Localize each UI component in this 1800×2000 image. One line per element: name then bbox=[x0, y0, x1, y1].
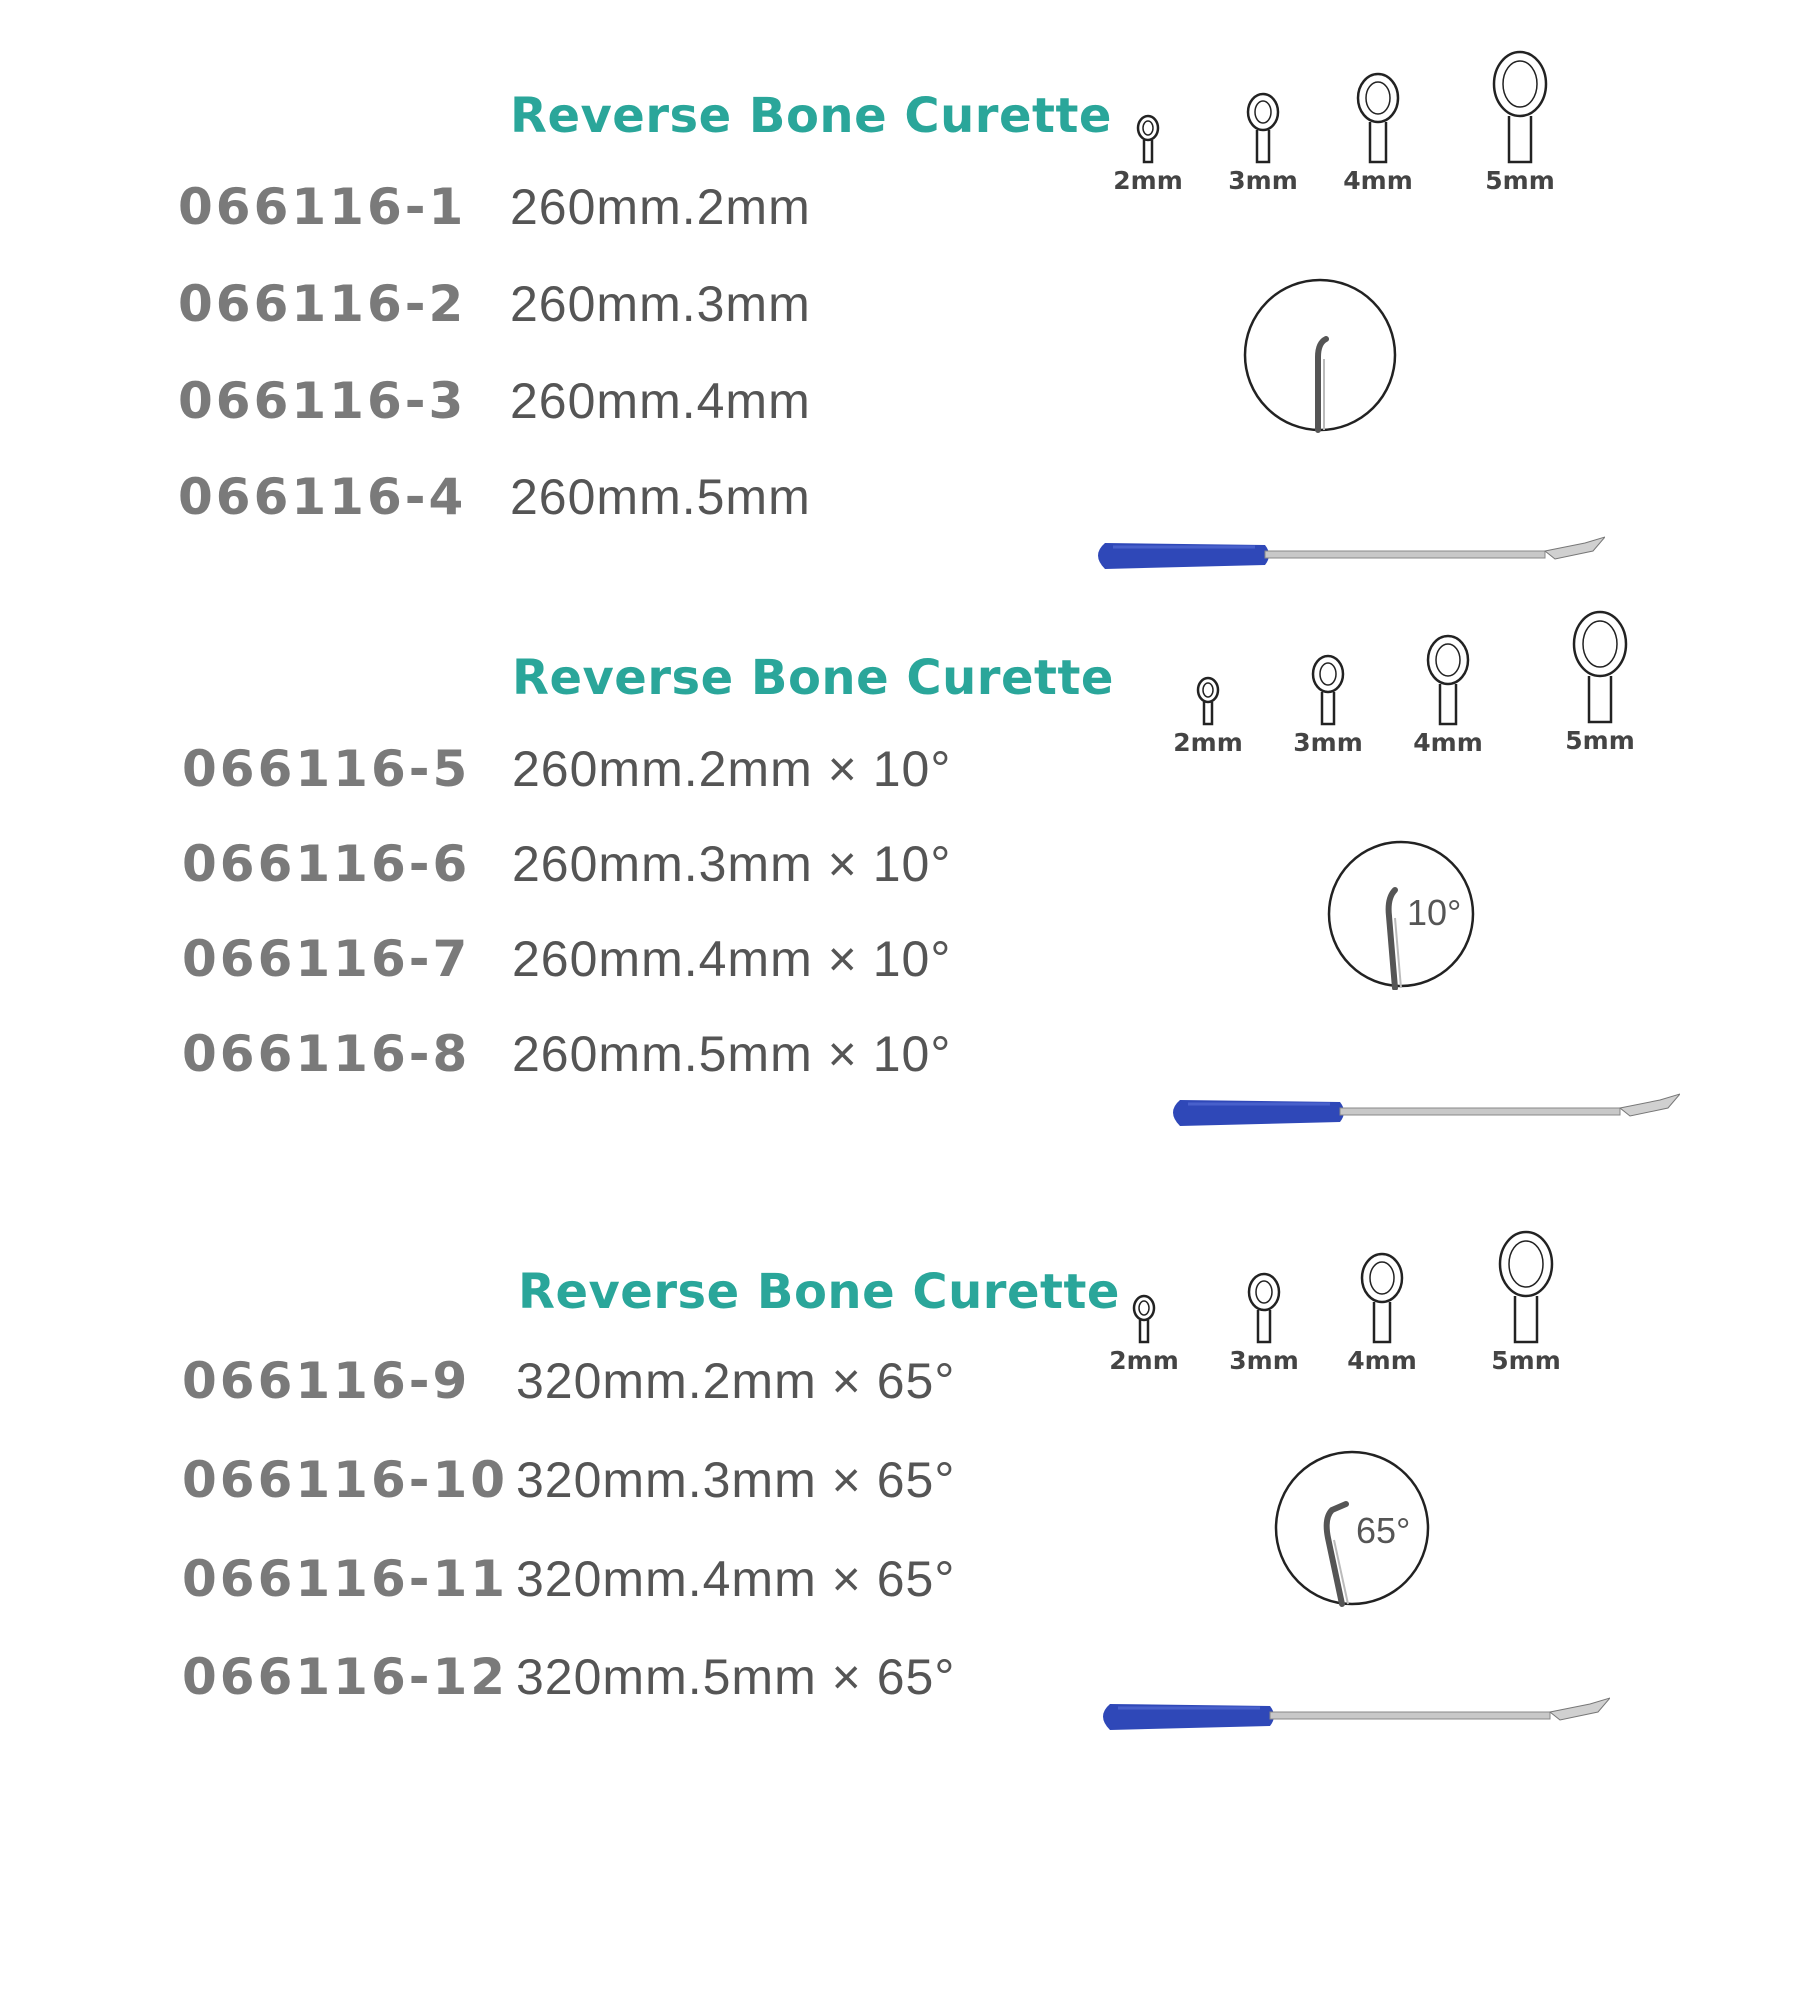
curette-instrument-image bbox=[1160, 1082, 1680, 1147]
product-spec: 320mm.2mm × 65° bbox=[516, 1353, 956, 1409]
product-section-1 bbox=[0, 0, 1800, 620]
product-section-2 bbox=[0, 560, 1800, 1180]
product-spec: 320mm.5mm × 65° bbox=[516, 1649, 956, 1705]
angle-label: 10° bbox=[1407, 892, 1462, 933]
curette-tip-icon bbox=[1238, 88, 1288, 164]
product-spec: 260mm.3mm × 10° bbox=[512, 836, 952, 892]
tip-size-3mm: 3mm bbox=[1268, 650, 1388, 757]
product-spec: 260mm.4mm bbox=[510, 373, 811, 429]
product-spec: 320mm.3mm × 65° bbox=[516, 1452, 956, 1508]
product-spec: 260mm.5mm × 10° bbox=[512, 1026, 952, 1082]
curette-tip-icon bbox=[1128, 108, 1168, 164]
curette-tip-icon bbox=[1188, 670, 1228, 726]
curette-tip-icon bbox=[1239, 1268, 1289, 1344]
product-row bbox=[0, 740, 1100, 830]
product-code: 066116-2 bbox=[178, 275, 467, 333]
curette-instrument-image bbox=[1090, 1686, 1610, 1751]
tip-size-4mm: 4mm bbox=[1388, 630, 1508, 757]
curette-tip-icon bbox=[1124, 1288, 1164, 1344]
section-title: Reverse Bone Curette bbox=[512, 650, 1114, 706]
curette-tip-icon bbox=[1487, 46, 1553, 164]
product-row bbox=[0, 930, 1100, 1020]
product-code: 066116-10 bbox=[182, 1451, 509, 1509]
tip-size-4mm: 4mm bbox=[1322, 1248, 1442, 1375]
product-section-3 bbox=[0, 1166, 1800, 1786]
product-row bbox=[0, 178, 1100, 268]
tip-size-5mm: 5mm bbox=[1540, 606, 1660, 755]
curette-tip-icon bbox=[1420, 630, 1476, 726]
curette-tip-icon bbox=[1303, 650, 1353, 726]
tip-size-5mm: 5mm bbox=[1460, 46, 1580, 195]
product-row bbox=[0, 1025, 1100, 1115]
product-spec: 260mm.2mm × 10° bbox=[512, 741, 952, 797]
product-row bbox=[0, 1648, 1100, 1738]
product-code: 066116-7 bbox=[182, 930, 471, 988]
curette-tip-icon bbox=[1567, 606, 1633, 724]
product-spec: 260mm.4mm × 10° bbox=[512, 931, 952, 987]
product-spec: 260mm.5mm bbox=[510, 469, 811, 525]
product-row bbox=[0, 1550, 1100, 1640]
tip-size-5mm: 5mm bbox=[1466, 1226, 1586, 1375]
tip-size-4mm: 4mm bbox=[1318, 68, 1438, 195]
curette-tip-icon bbox=[1493, 1226, 1559, 1344]
tip-detail-magnifier bbox=[1240, 275, 1400, 440]
magnified-tip-icon bbox=[1240, 275, 1400, 435]
product-code: 066116-4 bbox=[178, 468, 467, 526]
tip-size-2mm: 2mm bbox=[1088, 108, 1208, 195]
product-code: 066116-9 bbox=[182, 1352, 471, 1410]
angle-label: 65° bbox=[1356, 1510, 1411, 1551]
tip-size-2mm: 2mm bbox=[1084, 1288, 1204, 1375]
curette-instrument-icon bbox=[1090, 1686, 1610, 1746]
product-code: 066116-12 bbox=[182, 1648, 509, 1706]
section-title: Reverse Bone Curette bbox=[510, 88, 1112, 144]
product-spec: 260mm.3mm bbox=[510, 276, 811, 332]
tip-detail-magnifier bbox=[1325, 838, 1477, 995]
product-code: 066116-5 bbox=[182, 740, 471, 798]
product-row bbox=[0, 1451, 1100, 1541]
tip-detail-magnifier bbox=[1272, 1448, 1432, 1613]
product-code: 066116-1 bbox=[178, 178, 467, 236]
product-spec: 260mm.2mm bbox=[510, 179, 811, 235]
product-spec: 320mm.4mm × 65° bbox=[516, 1551, 956, 1607]
curette-tip-icon bbox=[1354, 1248, 1410, 1344]
product-code: 066116-3 bbox=[178, 372, 467, 430]
curette-instrument-icon bbox=[1160, 1082, 1680, 1142]
product-row bbox=[0, 835, 1100, 925]
tip-size-2mm: 2mm bbox=[1148, 670, 1268, 757]
tip-size-3mm: 3mm bbox=[1204, 1268, 1324, 1375]
product-code: 066116-11 bbox=[182, 1550, 509, 1608]
curette-tip-icon bbox=[1350, 68, 1406, 164]
product-row bbox=[0, 468, 1100, 558]
section-title: Reverse Bone Curette bbox=[518, 1264, 1120, 1320]
product-code: 066116-6 bbox=[182, 835, 471, 893]
product-row bbox=[0, 1352, 1100, 1442]
product-code: 066116-8 bbox=[182, 1025, 471, 1083]
product-row bbox=[0, 372, 1100, 462]
product-row bbox=[0, 275, 1100, 365]
tip-size-3mm: 3mm bbox=[1203, 88, 1323, 195]
